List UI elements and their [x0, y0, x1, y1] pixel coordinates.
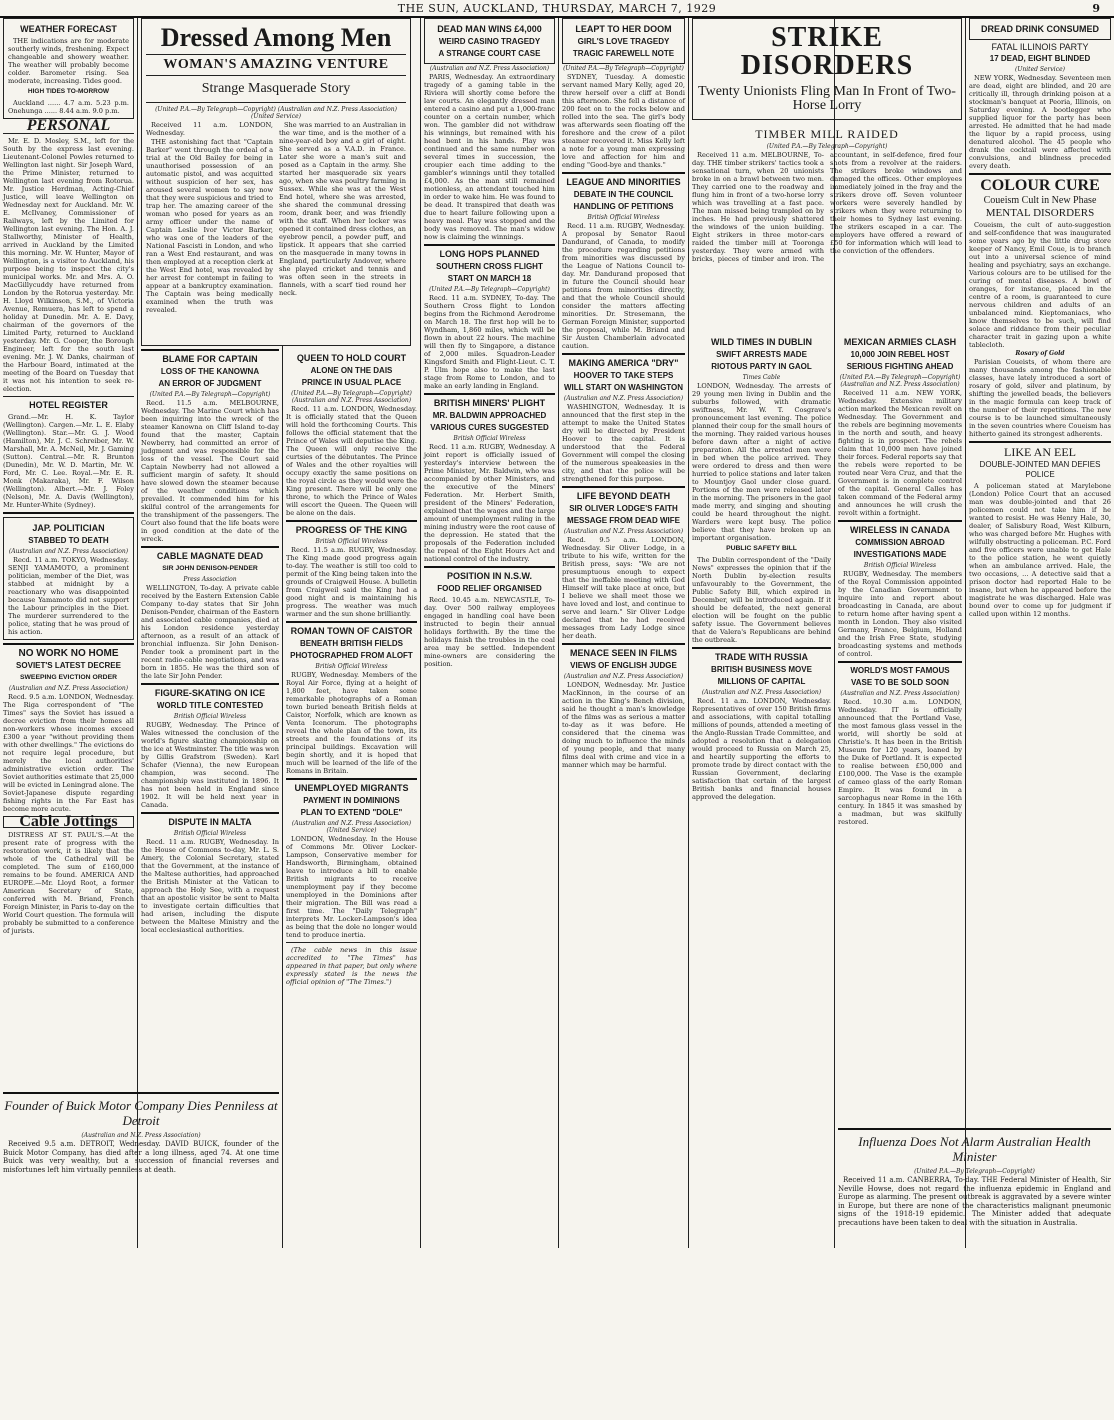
masthead	[0, 0, 1114, 18]
trade-sub2: MILLIONS OF CAPITAL	[717, 677, 806, 686]
dressed-credit: (United P.A.—By Telegraph—Copyright) (Australian and N.Z. Press Association) (United Service)	[155, 106, 397, 120]
league-credit: British Official Wireless	[587, 214, 660, 221]
progress-credit: British Official Wireless	[315, 538, 388, 545]
jap-text: Recd. 11 a.m. TOKYO, Wednesday. SENJI YAMAMOTO, a prominent politician, member of the Diet, was stabbed at midnight by a reactionary who was disappointed because Yamamoto did not support the Labour principles in the Diet. The murderer surrendered to the police, stating that he was proud of his action.	[8, 556, 129, 636]
eel-sub: DOUBLE-JOINTED MAN DEFIES POLICE	[979, 460, 1101, 479]
miners-credit: British Official Wireless	[453, 435, 526, 442]
personal-text: Mr. E. D. Mosley, S.M., left for the South by the express last evening. Lieutenant-Colonel Powles returned to Wellington last night. Sir Joseph Ward, the Prime Minister, returned to Wellington last evening from Rotorua. Mr. Justice Herdman, Acting-Chief Justice, will leave Wellington on Wednesday next for Auckland. Mr. W. E. McIlvaney, Commissioner of Railways, left by the Limited for Wellington last evening. The Hon. A. J. Stallworthy, Minister of Health, arrived in Auckland by the Limited this morning. Mr. W. Hunter, Mayor of Wellington, is a visitor to Auckland, his purpose being to inspect the city's municipal works. Mr. and Mrs. A. O. MacGillycuddy have returned from London by the Rotorua yesterday. Mr. H. Lloyd Wilkinson, S.M., of Victoria Avenue, Remuera, has left to spend a holiday at Dunedin. Mr. A. E. Davy, chairman of the governors of the Limited Party, returned to Auckland yesterday. Mr. G. Cooper, the Borough Engineer, left for the south last evening. Mr. J. W. Danks, chairman of the Harbour Board, intimated at the meeting of the Board on Tuesday that it was not his intention to seek re-election.	[3, 137, 134, 393]
figure-title: FIGURE-SKATING ON ICE	[154, 688, 266, 698]
cablemagnate-sub: SIR JOHN DENISON-PENDER	[162, 565, 258, 572]
roman-credit: British Official Wireless	[315, 663, 388, 670]
leapt-text: SYDNEY, Tuesday. A domestic servant named Mary Kelly, aged 20, threw herself over a cliff at Bondi this afternoon. She fell a distance of 200 feet on to the rocks below and rolled into the sea. The girl's body was afterwards seen floating off the foreshore and the crew of a pilot steamer recovered it. Miss Kelly left a note for a young man expressing love and affection for him and ending "Good-bye and thanks."	[562, 73, 685, 169]
figure-text: RUGBY, Wednesday. The Prince of Wales witnessed the conclusion of the world's figure skating championship on the ice at Westminster. The title was won by Gillis Grafstrom (Sweden). Karl Schafer (Vienna), the new European champion, was second. The championship was instituted in 1896. It has not been held in England since 1902. It will be held next year in Canada.	[141, 721, 279, 809]
cablemagnate-text: WELLINGTON, To-day. A private cable received by the Eastern Extension Cable Company to-day states that Sir John Denison-Pender, chairman of the Eastern and associated cable companies, died at his London residence yesterday afternoon, as a result of an attack of bronchial influenza. Sir John Denison-Pender took a prominent part in the recent radio-cable negotiations, and was born in 1855. He was the third son of the late Sir John Pender.	[141, 584, 279, 680]
column-8	[969, 18, 1111, 1124]
miners-sub2: VARIOUS CURES SUGGESTED	[430, 423, 549, 432]
vase-credit: (Australian and N.Z. Press Association)	[840, 690, 960, 697]
life-text: Recd. 9.5 a.m. LONDON, Wednesday. Sir Oliver Lodge, in a tribute to his wife, written for the British press, says: "We are not presumptuous enough to expect that the ineffable meeting with God Himself will take place at once, but I believe we shall meet those we have loved and lost, and continue to serve and learn." Sir Oliver Lodge declared that he had received messages from Lady Lodge since her death.	[562, 536, 685, 640]
newsw-sub: FOOD RELIEF ORGANISED	[437, 584, 542, 593]
influenza-title: Influenza Does Not Alarm Australian Health Minister	[858, 1134, 1091, 1164]
deadman-sub1: WEIRD CASINO TRAGEDY	[438, 37, 541, 46]
vase-sub: VASE TO BE SOLD SOON	[851, 678, 949, 687]
deadman-text: PARIS, Wednesday. An extraordinary tragedy of a gaming table in the Riviera will shortly come before the law courts. An elegantly dressed man entered a casino and put a 1,000-franc counter on a certain number, which won. The gambler did not withdraw his winnings, but remained with his head bent in his hands. Play was continued and the same number won several times in succession, the croupier each time adding to the gambler's winnings until they totalled £4,000. As the man still remained motionless, an attendant touched him in order to wake him. He was found to be dead. It transpired that death was due to heart failure following upon a heavy meal. Play was stopped and the body was removed. The man's widow now is claiming the winnings.	[424, 73, 555, 241]
unemployed-sub1: PAYMENT IN DOMINIONS	[303, 796, 400, 805]
strike-credit: (United P.A.—By Telegraph—Copyright)	[766, 143, 888, 150]
longhops-title: LONG HOPS PLANNED	[439, 249, 540, 259]
roman-text: RUGBY, Wednesday. Members of the Royal Air Force, flying at a height of 1,800 feet, have taken some remarkable photographs of a Roman town buried beneath British fields at Caistor, Norfolk, which are known as Venta Icenorum. The photographs reveal the whole plan of the town, its streets and the foundations of its principal buildings. Excavation will begin shortly, and it is hoped that much will be learned of the life of the Romans in Britain.	[286, 671, 417, 775]
dublin-sub1: SWIFT ARRESTS MADE	[716, 350, 807, 359]
dublin-title: WILD TIMES IN DUBLIN	[711, 337, 812, 347]
dublin-sub2: RIOTOUS PARTY IN GAOL	[711, 362, 812, 371]
trade-text: Recd. 11 a.m. LONDON, Wednesday. Representatives of over 150 British firms and associations, with capital totalling millions of pounds, attended a meeting of the Anglo-Russian Trade Committee, and adopted a resolution that a delegation would proceed to Russia on March 25, and heartily supporting the efforts to promote trade by direct contact with the Russian Government, declaring satisfaction that certain of the largest British banks and financial houses approved the delegation.	[692, 697, 832, 801]
life-sub1: SIR OLIVER LODGE'S FAITH	[569, 504, 678, 513]
dread-sub1: FATAL ILLINOIS PARTY	[991, 42, 1089, 52]
colour-sub-2: MENTAL DISORDERS	[985, 207, 1095, 219]
roman-sub1: BENEATH BRITISH FIELDS	[300, 639, 403, 648]
column-rule	[137, 18, 138, 1248]
strike-subtitle: Twenty Unionists Fling Man In Front of Two-Horse Lorry	[698, 84, 956, 113]
strike-box	[692, 18, 962, 120]
column-4	[424, 18, 555, 1248]
trade-title: TRADE WITH RUSSIA	[715, 652, 808, 662]
dressed-subtitle: WOMAN'S AMAZING VENTURE	[163, 57, 389, 72]
roman-title: ROMAN TOWN OF CAISTOR	[290, 626, 413, 636]
weather-title: WEATHER FORECAST	[20, 24, 117, 34]
dressed-title: Dressed Among Men	[160, 23, 392, 52]
blame-sub1: LOSS OF THE KANOWNA	[160, 367, 260, 376]
hotel-text: Grand.—Mr. H. K. Taylor (Wellington). Cargen.—Mr. L. E. Elaby (Wellington). Star.—Mr. G. J. Wood (Hamilton), Mr. J. C. Schreiber, Mr. W. Marshall, Mr. A. McNeil, Mr. J. Gaming (Sutton). Central.—Mr. R. Brunton (Dunedin), Mr. W. D. Martin, Mr. W. Ford, Mr. C. Lee. Royal.—Mr. E. R. Monk (Makaraka), Mr. F. Wilson (Wellington). Albert.—Mr. J. Foley (Nelson), Mr. A. Davis (Wellington), Mr. Hunter-White (Sydney).	[3, 413, 134, 509]
leapt-sub1: GIRL'S LOVE TRAGEDY	[577, 37, 670, 46]
dressed-dateline: Received 11 a.m. LONDON, Wednesday.	[146, 121, 273, 137]
strike-title: STRIKE DISORDERS	[740, 22, 914, 81]
dressed-subtitle-2: Strange Masquerade Story	[201, 81, 351, 96]
dublin-credit: Times Cable	[742, 374, 781, 381]
blame-credit: (United P.A.—By Telegraph—Copyright)	[149, 391, 271, 398]
newsw-title: POSITION IN N.S.W.	[446, 571, 532, 581]
nowork-sub2: SWEEPING EVICTION ORDER	[19, 674, 118, 681]
vase-text: Recd. 10.30 a.m. LONDON, Wednesday. IT is officially announced that the Portland Vase, the most famous glass vessel in the world, will shortly be sold at Christie's. It has been in the British Museum for 120 years, loaned by the Duke of Portland. It is expected to realise between £50,000 and £100,000. The Vase is the example of cameo glass of the early Roman Empire. It was found in a sarcophagus near Rome in the 16th century. In 1845 it was smashed by a madman, but was skilfully restored.	[838, 698, 962, 826]
nowork-title: NO WORK NO HOME	[18, 648, 119, 659]
queen-sub2: PRINCE IN USUAL PLACE	[301, 378, 402, 387]
trade-sub1: BRITISH BUSINESS MOVE	[711, 665, 812, 674]
cablemagnate-credit: Press Association	[183, 576, 237, 583]
buick-block	[3, 1092, 279, 1252]
tides-text: Auckland ...... 4.7 a.m. 5.23 p.m. Onehunga ...... 8.44 a.m. 9.0 p.m.	[8, 99, 129, 115]
life-title: LIFE BEYOND DEATH	[576, 491, 671, 501]
column-rule	[420, 18, 421, 1248]
column-rule	[965, 18, 966, 1248]
wireless-title: WIRELESS IN CANADA	[849, 525, 950, 535]
jap-credit: (Australian and N.Z. Press Association)	[8, 548, 129, 555]
malta-title: DISPUTE IN MALTA	[168, 817, 252, 827]
page-number: 9	[1092, 2, 1100, 15]
progress-title: PROGRESS OF THE KING	[295, 525, 408, 535]
miners-text: Recd. 11 a.m. RUGBY, Wednesday. A joint report is officially issued of yesterday's interview between the Prime Minister, Mr. Baldwin, who was accompanied by other Ministers, and the executive of the Miners' Federation. Mr. Herbert Smith, president of the Miners' Federation, explained that the wages and the large amount of unemployment ruling in the mining industry were the root cause of the depression. He stated that the proposals of the Federation included the repeal of the Eight Hours Act and national control of the industry.	[424, 443, 555, 563]
life-sub2: MESSAGE FROM DEAD WIFE	[567, 516, 680, 525]
unemployed-sub2: PLAN TO EXTEND "DOLE"	[300, 808, 403, 817]
malta-text: Recd. 11 a.m. RUGBY, Wednesday. In the House of Commons to-day, Mr. L. S. Amery, the Colonial Secretary, stated that the Government, at the instance of the Maltese authorities, had approached the British Minister at the Vatican to approach the Holy See, with a request that an apostolic visitor be sent to Malta to investigate certain difficulties that had arisen, including the dispute between the Maltese Ministry and the local ecclesiastical authorities.	[141, 838, 279, 934]
masthead-title: THE SUN, AUCKLAND, THURSDAY, MARCH 7, 1929	[397, 2, 717, 15]
colour-title: COLOUR CURE	[980, 177, 1100, 194]
jap-subtitle: STABBED TO DEATH	[28, 536, 109, 545]
miners-title: BRITISH MINERS' PLIGHT	[433, 398, 546, 408]
leapt-box	[562, 18, 685, 64]
column-rule	[688, 18, 689, 1248]
buick-text: Received 9.5 a.m. DETROIT, Wednesday. DAVID BUICK, founder of the Buick Motor Company, has died after a long illness, aged 74. At one time Buick was very wealthy, but a succession of financial reverses and misfortunes left him virtually penniless at death.	[3, 1140, 279, 1174]
weather-text: THE indications are for moderate southerly winds, freshening. Expect changeable and showery weather. The weather will probably become colder. Barometer rising. Sea moderate, increasing. Tides good.	[8, 37, 129, 85]
dublin-text: LONDON, Wednesday. The arrests of 29 young men living in Dublin and the suburbs followed, with dramatic swiftness, Mr. W. T. Cosgrave's pronouncement last evening. The police planned their coup for the small hours of the morning. They raided various houses before dawn after a night of active preparation. All the arrested men were in bed when the police arrived. They were ordered to dress and then were hurried to police stations and later taken to Mountjoy Gaol under close guard. Portions of the men were released later in the morning. The prisoners in the gaol made merry, and singing and shouting could be heard throughout the night. Warders were kept busy. The police believe that they have broken up an important organisation.	[692, 382, 831, 542]
hotel-title: HOTEL REGISTER	[29, 400, 108, 410]
personal-title: PERSONAL	[26, 117, 111, 134]
unemployed-text: LONDON, Wednesday. In the House of Commons Mr. Oliver Locker-Lampson, Conservative member for Handsworth, Birmingham, obtained leave to introduce a bill to enable British migrants to receive unemployment pay if they become unemployed in the Dominions after their migration. The Bill was read a first time. The "Daily Telegraph" interprets Mr. Locker-Lampson's idea as being that the dole no longer would tend to produce inertia.	[286, 835, 417, 939]
miners-sub1: MR. BALDWIN APPROACHED	[432, 411, 547, 420]
deadman-box	[424, 18, 555, 64]
menace-title: MENACE SEEN IN FILMS	[569, 648, 677, 658]
cable-title: Cable Jottings	[3, 816, 134, 828]
mexican-title: MEXICAN ARMIES CLASH	[843, 337, 957, 347]
dry-credit: (Australian and N.Z. Press Association)	[563, 395, 684, 402]
deadman-sub2: A STRANGE COURT CASE	[438, 49, 541, 58]
cable-text: DISTRESS AT ST. PAUL'S.—At the present rate of progress with the restoration work, it is likely that the whole of the Cathedral will be completed. The sum of £160,000 remains to be found. AMERICA AND EUROPE.—Mr. Lloyd Root, a former American Secretary of State, conferred with M. Briand, French Foreign Minister, in Paris to-day on the World Court question. The formula will probably be submitted to a conference of jurists.	[3, 831, 134, 935]
life-credit: (Australian and N.Z. Press Association)	[563, 528, 684, 535]
queen-sub1: ALONE ON THE DAIS	[310, 366, 393, 375]
dread-credit: (United Service)	[1015, 66, 1065, 73]
dry-sub1: HOOVER TO TAKE STEPS	[573, 371, 674, 380]
buick-credit: (Australian and N.Z. Press Association)	[81, 1132, 201, 1139]
leapt-credit: (United P.A.—By Telegraph—Copyright)	[563, 65, 684, 72]
queen-text: Recd. 11 a.m. LONDON, Wednesday. It is officially stated that the Queen will hold the forthcoming Courts. This follows the official statement that the Prince of Wales will deputise the King. The Queen will only receive the curtsies of the débutantes. The Prince of Wales and the other royalties will occupy exactly the same positions on the royal circle as they would were the King present. There will be only one throne, to which the Prince of Wales will escort the Queen. The Queen will be alone on the dais.	[286, 405, 417, 517]
colour-sub: Coueism Cult in New Phase	[983, 195, 1097, 206]
leapt-sub2: TRAGIC FAREWELL NOTE	[572, 49, 675, 58]
column-rule	[558, 18, 559, 1248]
vase-title: WORLD'S MOST FAMOUS	[850, 666, 950, 675]
trade-credit: (Australian and N.Z. Press Association)	[701, 689, 822, 696]
public-text: The Dublin correspondent of the "Daily News" expresses the opinion that if the North Dublin by-election results unfavourably to the Government, the Public Safety Bill, which expired in December, will be introduced again. If it should be defeated, the next general election will be fought on the public safety issue. The Government believes that de Valera's Republicans are behind the outbreak.	[692, 556, 831, 644]
dread-box	[969, 18, 1111, 40]
column-5	[562, 18, 685, 1248]
newsw-text: Recd. 10.45 a.m. NEWCASTLE, To-day. Over 500 railway employees engaged in handling coal have been instructed to begin their annual holidays forthwith. By the time the holidays finish the troubles in the coal area may be settled. Independent mine-owners are considering the position.	[424, 596, 555, 668]
blame-text: Recd. 11.5 a.m. MELBOURNE, Wednesday. The Marine Court which has been inquiring into the wreck of the steamer Kanowna on Cliff Island to-day found that the master, Captain Newberry, had committed an error of judgment and was responsible for the loss of the vessel. The Court said Captain Newberry had not allowed a sufficient margin of safety. It should have slowed down the steamer because of the weather conditions which prevailed. It commended him for his skilful control of the arrangements for the transhipment of the passengers. The Court also found that the life boats were in good condition at the date of the wreck.	[141, 399, 279, 543]
roman-sub2: PHOTOGRAPHED FROM ALOFT	[290, 651, 413, 660]
jap-box	[3, 517, 134, 640]
wireless-text: RUGBY, Wednesday. The members of the Royal Commission appointed by the Canadian Government to inquire into and report about broadcasting in Canada, are about to return home after having spent a month in London. They also visited Germany, France, Belgium, Holland and the Irish Free State, studying broadcasting systems and methods of control.	[838, 570, 962, 658]
dry-text: WASHINGTON, Wednesday. It is announced that the first step in the attempt to make the United States dry will be directed by President Hoover to the capital. It is understood that the Federal Government will compel the closing of the numerous speakeasies in the city, and that the police will be strengthened for this purpose.	[562, 403, 685, 483]
dry-sub2: WILL START ON WASHINGTON	[563, 383, 684, 392]
dry-title: MAKING AMERICA "DRY"	[568, 358, 679, 368]
unemployed-title: UNEMPLOYED MIGRANTS	[294, 783, 409, 793]
menace-text: LONDON, Wednesday. Mr. Justice MacKinnon, in the course of an action in the King's Bench division, said he thought a man's knowledge of the films was as serious a matter to-day as it was before. He considered that the cinema was doing much to influence the minds of young people, and that many films deal with crime and vice in a manner which may be harmful.	[562, 681, 685, 769]
queen-credit: (United P.A.—By Telegraph—Copyright) (Australian and N.Z. Press Association)	[291, 390, 412, 404]
eel-title: LIKE AN EEL	[1004, 445, 1076, 459]
blame-title: BLAME FOR CAPTAIN	[162, 354, 258, 364]
column-6	[692, 334, 831, 1248]
dread-title: DREAD DRINK CONSUMED	[980, 24, 1099, 34]
weather-box	[3, 18, 134, 119]
colour-text: Coueism, the cult of auto-suggestion and self-confidence that was inaugurated some years ago by the little drug store keeper of Nancy, Emil Coue, is to branch out into a universal science of mind healing and psychiatry, says an exchange. Various colours are to be utilised for the curing of mental diseases. A bowl of oranges, for instance, placed in the centre of a room, is guaranteed to cure nervous children and adults of an unbalanced mind. Kieptomaniacs, who know themselves to be such, will find solace and riddance from their peculiar character trait in gazing upon a white tablecloth.	[969, 221, 1111, 349]
rosary-title: Rosary of Gold	[1015, 350, 1065, 357]
buick-title: Founder of Buick Motor Company Dies Penniless at Detroit	[4, 1098, 278, 1128]
cable-note: (The cable news in this issue accredited to "The Times" has appeared in that paper, but only where expressly stated is the news the official opinion of "The Times.")	[286, 946, 417, 986]
league-text: Recd. 11 a.m. RUGBY, Wednesday. A proposal by Senator Raoul Dandurand, of Canada, to modify the procedure regarding petitions from minorities was discussed by the League of Nations Council to-day. Mr. Dandurand proposed that in future the Council should hear petitions from minorities directly, and that the whole Council should consider the matters affecting minorities. Dr. Stresemann, the German Foreign Minister, supported the proposal, while M. Briand and Sir Austen Chamberlain advocated caution.	[562, 222, 685, 350]
league-title: LEAGUE AND MINORITIES	[566, 177, 681, 187]
eel-text: A policeman stated at Marylebone (London) Police Court that an accused man was double-jointed and that 26 policemen could not take him if he wanted to resist. He was Henry Hale, 30, dealer, of Salisbury Road, West Kilburn, who was charged before Mr. Hughes with wilfully obstructing a policeman. P.C. Ford and five officers were unable to get Hale to the police station, he went quietly when an ambulance arrived. Hale, the two occasions, ... A detective said that a prison doctor had reported Hale to be insane, but when he appeared before the magistrate he was discharged. Hale was bound over to come up for judgment if called upon within 12 months.	[969, 482, 1111, 618]
longhops-sub2: START ON MARCH 18	[447, 274, 532, 283]
dressed-text-1: THE astonishing fact that "Captain Barker" went through the ordeal of a trial at the Old Bailey for being in unauthorised possession of an automatic pistol, and was acquitted without suspicion of her sex, has aroused several women to say now that they were suspicious and tried to trap her. The amazing career of the woman who posed for years as an army officer under the name of Captain Leslie Ivor Victor Barker, who was one of the leaders of the National Fascisti in London, and who ran a West End restaurant, and was then employed at a reception clerk at the West End hotel, was revealed by her arrest for contempt in failing to appear at a bankruptcy examination. The Captain was being medically examined when the truth was revealed.	[146, 138, 273, 314]
strike-block	[692, 18, 962, 318]
nowork-sub1: SOVIET'S LATEST DECREE	[16, 661, 121, 670]
malta-credit: British Official Wireless	[173, 830, 247, 837]
progress-text: Recd. 11.5 a.m. RUGBY, Wednesday. The King made good progress again to-day. The weather is still too cold to permit of the King being taken into the grounds of Craigweil House. A bulletin from Craigweil said the King had a good night and is maintaining his progress. The weather was much warmer and the sun shone brilliantly.	[286, 546, 417, 618]
mexican-text: Received 11 a.m. NEW YORK, Wednesday. Extensive military action marked the Mexican revolt on Wednesday. The Government and the rebels are beginning movements in the north and south, and heavy fighting is in prospect. The rebels claim that 10,000 men have joined their forces. Federal reports say that the rebels were reported to be routed near Vera Cruz, and that the Government is in complete control of the capital. General Calles has taken command of the Federal army and announces he will crush the revolt within a fortnight.	[838, 389, 962, 517]
public-title: PUBLIC SAFETY BILL	[726, 545, 797, 552]
leapt-title: LEAPT TO HER DOOM	[575, 24, 672, 34]
rosary-text: Parisian Coueists, of whom there are many thousands among the fashionable classes, have lately introduced a sort of rosary of gold, silver and platinum, by shifting the jewelled beads, the believers in the magic formula can keep track of the number of their repetitions. The new course is to be launched simultaneously in the seven countries where Coueism has hitherto gained its strongest adherents.	[969, 358, 1111, 438]
nowork-credit: (Australian and N.Z. Press Association)	[8, 685, 129, 692]
queen-title: QUEEN TO HOLD COURT	[296, 353, 407, 363]
influenza-credit: (United P.A.—By Telegraph—Copyright)	[914, 1168, 1035, 1175]
nowork-text: Recd. 9.5 a.m. LONDON, Wednesday. The Riga correspondent of "The Times" says the Soviet has issued a decree eviction from their homes all non-workers whose incomes exceed £300 a year "without providing them with other dwellings." The evictions do not require legal procedure, but merely the local authorities' administrative eviction order. The Soviet authorities estimate that 25,000 will be evicted in Leningrad alone. The Soviet-Japanese dispute regarding fishing rights in the Far East has become more acute.	[3, 693, 134, 813]
figure-credit: British Official Wireless	[173, 713, 247, 720]
strike-text: Received 11 a.m. MELBOURNE, To-day. THE timber strikers' tactics took a sensational turn, when 20 unionists broke in on a brawl between two men. They carried one to the roadway and flung him in front of a two-horse lorry which was travelling at a fast pace. The man missed being trampled on by inches. He had previously shattered the windows of the union building. Eight strikers in three motor-cars raided the timber mill at Tooronga yesterday. They were armed with bricks, pieces of timber and iron. The accountant, in self-defence, fired four shots from a revolver at the raiders. The strikers broke windows and damaged the offices. Other employees immediately joined in the fray and the strikers drove off. Seven volunteer workers were severely handled by strikers when they were returning to their homes to Sydney last evening. The strikers escaped in a car. The employers have offered a reward of £50 for information which will lead to the conviction of the offenders.	[692, 151, 962, 263]
league-sub2: HANDLING OF PETITIONS	[573, 202, 674, 211]
longhops-sub1: SOUTHERN CROSS FLIGHT	[436, 262, 543, 271]
figure-sub: WORLD TITLE CONTESTED	[156, 701, 264, 710]
strike-sub2: TIMBER MILL RAIDED	[755, 127, 899, 141]
column-1	[3, 18, 134, 1088]
unemployed-credit: (Australian and N.Z. Press Association) (United Service)	[291, 820, 412, 834]
cablemagnate-title: CABLE MAGNATE DEAD	[156, 551, 264, 561]
longhops-credit: (United P.A.—By Telegraph—Copyright)	[429, 286, 550, 293]
tides-title: HIGH TIDES TO-MORROW	[27, 88, 110, 95]
longhops-text: Recd. 11 a.m. SYDNEY, To-day. The Southern Cross flight to London begins from the Richmond Aerodrome on March 18. The first hop will be to Wyndham, 1,860 miles, which will be flown in about 22 hours. The machine will then fly to Singapore, a distance of 2,000 miles. Squadron-Leader Kingsford Smith and Flight-Lieut. C. T. P. Ulm hope also to make the last stage from Rome to London, and to make an early landing in England.	[424, 294, 555, 390]
league-sub1: DEBATE IN THE COUNCIL	[573, 190, 674, 199]
mexican-credit: (United P.A.—By Telegraph—Copyright) (Australian and N.Z. Press Association)	[839, 374, 961, 388]
influenza-block	[838, 1128, 1111, 1252]
mexican-sub2: SERIOUS FIGHTING AHEAD	[846, 362, 954, 371]
dread-sub2: 17 DEAD, EIGHT BLINDED	[989, 54, 1091, 63]
dread-text: NEW YORK, Wednesday. Seventeen men are dead, eight are blinded, and 20 are critically ill, through drinking poison at a stockman's banquet at Peoria, Illinois, on Saturday evening. A bootlegger who supplied liquor for the party has been arrested. He admitted that he had made the liquor by a rapid process, using denatured alcohol. The 45 people who drank the cocktail were affected with convulsions, and blindness preceded every death.	[969, 74, 1111, 170]
dressed-box	[141, 18, 411, 346]
wireless-sub2: INVESTIGATIONS MADE	[853, 550, 947, 559]
wireless-credit: British Official Wireless	[863, 562, 937, 569]
jap-title: JAP. POLITICIAN	[32, 523, 105, 533]
menace-sub: VIEWS OF ENGLISH JUDGE	[570, 661, 677, 670]
dressed-text-2: She was married to an Australian in the war time, and is the mother of a nine-year-old boy and a girl of eight. She served as a V.A.D. in France. Later she wore a man's suit and posed as a Captain in the army. She started her masquerade six years ago, when she was poultry farming in Sussex. While she was at the West End hotel, where she was arrested, she shared the communal dressing room, drank beer, and was friendly with the staff. When her locker was opened it contained dress clothes, an eyebrow pencil, a powder puff, and lipstick. It appears that she carried on the masquerade in many towns in England, particularly Andover, where she played cricket and tennis and was often seen in the streets in flannels, with a scarf tied round her neck.	[279, 121, 406, 297]
wireless-sub1: COMMISSION ABROAD	[855, 538, 945, 547]
influenza-text: Received 11 a.m. CANBERRA, To-day. THE Federal Minister of Health, Sir Neville Howse, does not regard the influenza epidemic in England and Europe as alarming. The present outbreak is aggravated by a severe winter in Europe, but there are none of the characteristics malignant pneumonic signs of the 1918-19 epidemic. The Minister added that adequate precautions have been taken to deal with the situation in Australia.	[838, 1176, 1111, 1227]
blame-sub2: AN ERROR OF JUDGMENT	[158, 379, 262, 388]
mexican-sub1: 10,000 JOIN REBEL HOST	[850, 350, 950, 359]
deadman-credit: (Australian and N.Z. Press Association)	[429, 65, 550, 72]
menace-credit: (Australian and N.Z. Press Association)	[563, 673, 684, 680]
column-7	[838, 334, 962, 1124]
deadman-title: DEAD MAN WINS £4,000	[437, 24, 542, 34]
